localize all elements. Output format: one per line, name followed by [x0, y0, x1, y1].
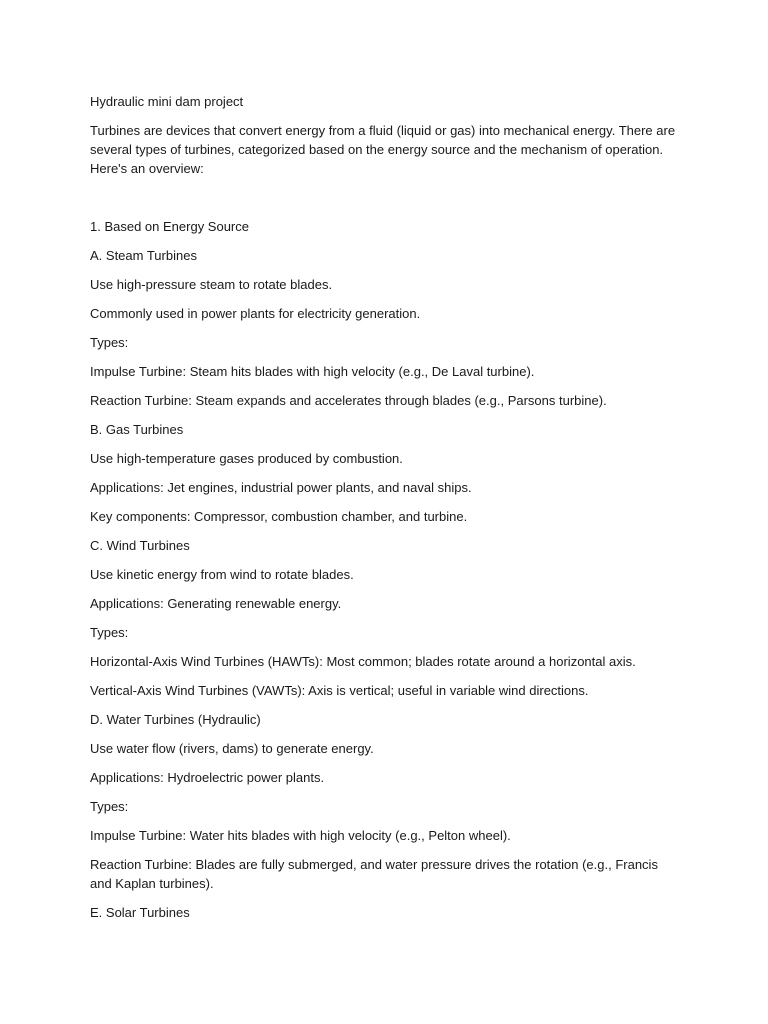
blank-line [90, 188, 680, 217]
document-title: Hydraulic mini dam project [90, 94, 244, 109]
subheading-gas-turbines: B. Gas Turbines [90, 422, 184, 437]
paragraph: Commonly used in power plants for electricity generation. [90, 306, 421, 321]
paragraph: Types: [90, 625, 129, 640]
subheading-steam-turbines: A. Steam Turbines [90, 248, 197, 263]
section-heading-energy-source: 1. Based on Energy Source [90, 219, 249, 234]
paragraph: Applications: Hydroelectric power plants. [90, 770, 325, 785]
paragraph: Use water flow (rivers, dams) to generate energy. [90, 741, 374, 756]
subheading-water-turbines: D. Water Turbines (Hydraulic) [90, 712, 261, 727]
document-body [90, 92, 680, 932]
intro-paragraph: Turbines are devices that convert energy from a fluid (liquid or gas) into mechanical energy. There are several types of turbines, categorized based on the energy source and the mechanism of operation. Here's an overview: [90, 123, 676, 176]
paragraph: Reaction Turbine: Blades are fully submerged, and water pressure drives the rotation (e.g., Francis and Kaplan turbines). [90, 857, 658, 891]
paragraph: Types: [90, 799, 129, 814]
paragraph: Use high-pressure steam to rotate blades. [90, 277, 333, 292]
paragraph: Reaction Turbine: Steam expands and accelerates through blades (e.g., Parsons turbine). [90, 393, 607, 408]
paragraph: Use high-temperature gases produced by combustion. [90, 451, 403, 466]
paragraph: Use kinetic energy from wind to rotate blades. [90, 567, 354, 582]
paragraph: Key components: Compressor, combustion chamber, and turbine. [90, 509, 468, 524]
paragraph: Impulse Turbine: Steam hits blades with high velocity (e.g., De Laval turbine). [90, 364, 535, 379]
paragraph: Types: [90, 335, 129, 350]
paragraph: Applications: Jet engines, industrial power plants, and naval ships. [90, 480, 472, 495]
paragraph: Impulse Turbine: Water hits blades with high velocity (e.g., Pelton wheel). [90, 828, 511, 843]
paragraph: Vertical-Axis Wind Turbines (VAWTs): Axis is vertical; useful in variable wind directions. [90, 683, 589, 698]
subheading-wind-turbines: C. Wind Turbines [90, 538, 190, 553]
paragraph: Horizontal-Axis Wind Turbines (HAWTs): Most common; blades rotate around a horizontal axis. [90, 654, 636, 669]
subheading-solar-turbines: E. Solar Turbines [90, 905, 190, 920]
paragraph: Applications: Generating renewable energy. [90, 596, 342, 611]
